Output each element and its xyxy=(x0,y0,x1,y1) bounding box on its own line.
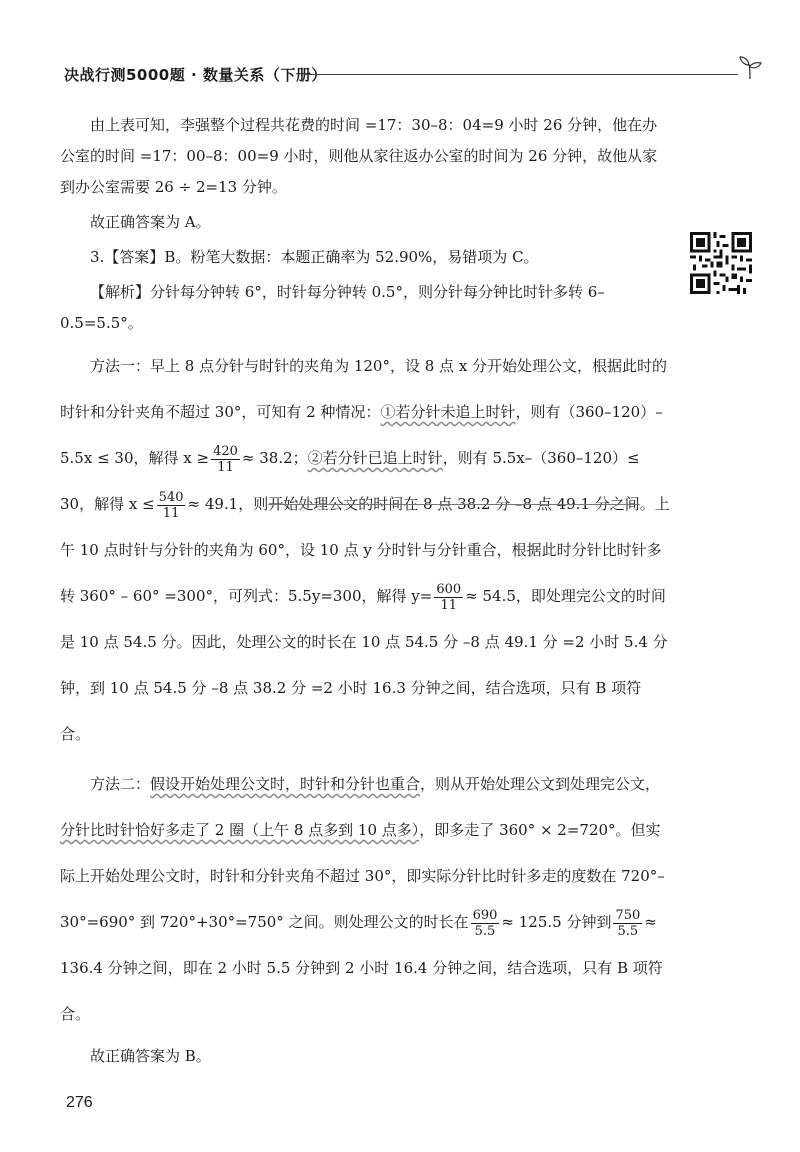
qr-code-icon xyxy=(690,232,752,294)
fraction-numerator: 750 xyxy=(615,907,641,923)
fraction-denominator: 11 xyxy=(162,505,180,521)
answer-b-line: 故正确答案为 B。 xyxy=(90,1047,211,1065)
method-one-text: ，则有（360–120）–5.5x ≤ 30，解得 x ≥ xyxy=(60,403,663,467)
fraction-750-5.5 xyxy=(613,908,642,939)
fraction-690-5.5 xyxy=(471,908,500,939)
fraction-denominator: 5.5 xyxy=(474,923,496,939)
analysis-line xyxy=(60,277,670,339)
method-one-text: ，则有 5.5x–（360–120）≤ 30，解得 x ≤ xyxy=(60,449,640,513)
fraction-numerator: 540 xyxy=(158,489,184,505)
answer-tag: 3.【答案】 xyxy=(90,248,165,266)
fraction-numerator: 690 xyxy=(472,907,498,923)
method-two-text: ，即多走了 360° × 2=720°。但实际上开始处理公文时，时针和分针夹角不超过 30°，即实际分针比时针多走的度数在 720°–30°=690° 到 720°+30°=750° 之间。则处理公文的时长在 xyxy=(60,821,665,931)
page-number: 276 xyxy=(66,1094,93,1111)
method-two-paragraph xyxy=(60,761,670,1037)
fraction-denominator: 11 xyxy=(440,597,458,613)
main-content xyxy=(60,110,670,1076)
answer-text: B。粉笔大数据：本题正确率为 52.90%，易错项为 C。 xyxy=(164,248,539,266)
sprout-icon xyxy=(736,54,764,80)
fraction-denominator: 11 xyxy=(217,459,234,475)
fraction-540-11 xyxy=(157,490,186,521)
analysis-text: 分针每分钟转 6°，时针每分钟转 0.5°，则分针每分钟比时针多转 6–0.5=5.5°。 xyxy=(60,283,605,332)
case-one-text: ①若分针未追上时针 xyxy=(380,403,516,421)
fraction-numerator: 600 xyxy=(436,581,462,597)
method-two-text: ≈ 136.4 分钟之间，即在 2 小时 5.5 分钟到 2 小时 16.4 分钟之间，结合选项，只有 B 项符合。 xyxy=(60,913,663,1023)
header-rule xyxy=(304,74,738,75)
book-title: 决战行测5000题 · 数量关系（下册） xyxy=(64,66,327,84)
method-one-text: ≈ 38.2； xyxy=(241,449,308,467)
assumption-text: 假设开始处理公文时，时针和分针也重合 xyxy=(150,775,421,793)
fraction-600-11 xyxy=(434,582,463,613)
analysis-tag: 【解析】 xyxy=(90,283,151,301)
method-two-text: ≈ 125.5 分钟到 xyxy=(501,913,612,931)
fraction-numerator: 420 xyxy=(213,443,238,459)
extra-turns-text: 分针比时针恰好多走了 2 圈（上午 8 点多到 10 点多） xyxy=(60,821,420,839)
answer-3-line xyxy=(60,242,670,273)
method-one-text: ≈ 54.5，即处理完公文的时间是 10 点 54.5 分。因此，处理公文的时长在 10 点 54.5 分 –8 点 49.1 分 =2 小时 5.4 分钟，到 10 点 54.5 分 –8 点 38.2 分 =2 小时 16.3 分钟之间，结合选项，只有 B 项符合。 xyxy=(60,587,668,743)
fraction-denominator: 5.5 xyxy=(617,923,639,939)
fraction-420-11 xyxy=(211,444,240,475)
method-one-text: ≈ 49.1，则 xyxy=(187,495,269,513)
page-header xyxy=(64,62,764,88)
answer-a-line: 故正确答案为 A。 xyxy=(90,213,211,231)
case-two-text: ②若分针已追上时针 xyxy=(307,449,443,467)
time-range-text: 开始处理公文的时间在 8 点 38.2 分 –8 点 49.1 分之间 xyxy=(268,495,640,513)
method-one-text: 。上午 10 点时针与分针的夹角为 60°，设 10 点 y 分时针与分针重合，根据此时分针比时针多转 360° – 60° =300°，可列式：5.5y=300，解得 y= xyxy=(60,495,670,605)
method-two-text: ，则从开始处理公文到处理完公文， xyxy=(420,775,661,793)
method-one-paragraph xyxy=(60,343,670,757)
method-two-text: 方法二： xyxy=(90,775,151,793)
paragraph-intro: 由上表可知，李强整个过程共花费的时间 =17：30–8：04=9 小时 26 分钟，他在办公室的时间 =17：00–8：00=9 小时，则他从家往返办公室的时间为 26 分钟，故他从家到办公室需要 26 ÷ 2=13 分钟。 xyxy=(60,116,658,196)
method-one-text: 方法一：早上 8 点分针与时针的夹角为 120°，设 8 点 x 分开始处理公文，根据此时的时针和分针夹角不超过 30°，可知有 2 种情况： xyxy=(60,357,668,421)
